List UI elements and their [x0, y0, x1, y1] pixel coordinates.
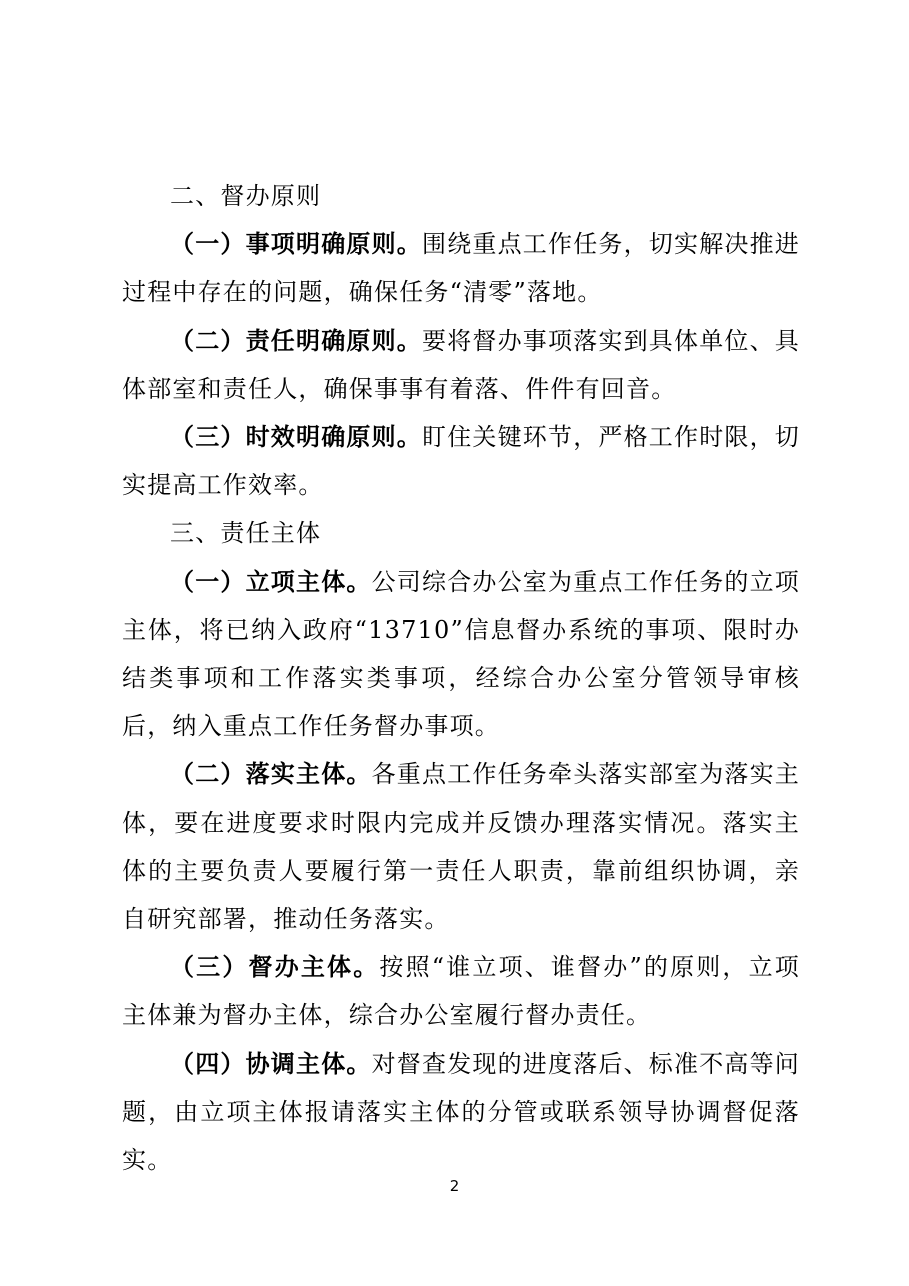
paragraph-lead: （四）协调主体。 — [170, 1048, 372, 1078]
paragraph-text: 按照“谁立项、谁督办”的原则，立项主体兼为督办主体，综合办公室履行督办责任。 — [122, 953, 800, 1030]
paragraph-text: 围绕重点工作任务，切实解决推进过程中存在的问题，确保任务“清零”落地。 — [122, 230, 800, 307]
page-number: 2 — [449, 1177, 460, 1195]
paragraph-item — [122, 943, 800, 1039]
document-body — [122, 172, 800, 1184]
paragraph-item — [122, 413, 800, 509]
paragraph-item — [122, 317, 800, 413]
paragraph-item — [122, 1040, 800, 1185]
section-heading-responsibility: 三、责任主体 — [170, 519, 322, 548]
section-heading-principles: 二、督办原则 — [170, 182, 322, 210]
paragraph-text: 公司综合办公室为重点工作任务的立项主体，将已纳入政府“13710”信息督办系统的事项、限时办结类事项和工作落实类事项，经综合办公室分管领导审核后，纳入重点工作任务督办事项。 — [122, 567, 801, 741]
paragraph-lead: （一）立项主体。 — [170, 566, 372, 596]
paragraph-item — [122, 220, 800, 316]
paragraph-item — [122, 750, 800, 943]
paragraph-item — [122, 558, 800, 751]
paragraph-text: 对督查发现的进度落后、标准不高等问题，由立项主体报请落实主体的分管或联系领导协调督促落实。 — [122, 1049, 801, 1175]
paragraph-lead: （三）时效明确原则。 — [170, 422, 422, 452]
paragraph-lead: （一）事项明确原则。 — [170, 229, 422, 259]
paragraph-lead: （三）督办主体。 — [170, 952, 380, 982]
paragraph-text: 各重点工作任务牵头落实部室为落实主体，要在进度要求时限内完成并反馈办理落实情况。落实主体的主要负责人要履行第一责任人职责，靠前组织协调，亲自研究部署，推动任务落实。 — [122, 760, 801, 934]
paragraph-text: 盯住关键环节，严格工作时限，切实提高工作效率。 — [122, 423, 800, 500]
paragraph-text: 要将督办事项落实到具体单位、具体部室和责任人，确保事事有着落、件件有回音。 — [122, 326, 800, 403]
paragraph-lead: （二）落实主体。 — [170, 759, 372, 789]
paragraph-lead: （二）责任明确原则。 — [170, 325, 422, 355]
